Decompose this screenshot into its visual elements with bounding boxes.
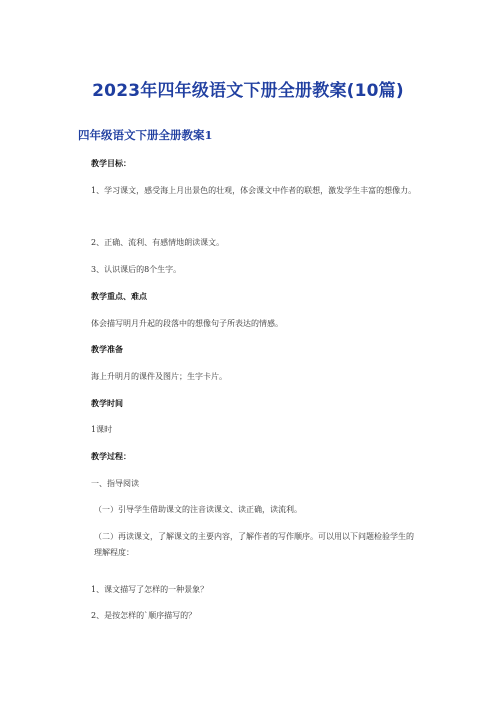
paragraph-step-1b: （二）再读课文，了解课文的主要内容，了解作者的写作顺序。可以用以下问题检验学生的理解程度： [94,532,414,557]
paragraph-time: 1课时 [91,425,113,434]
paragraph-question-2: 2、是按怎样的`顺序描写的？ [91,611,197,620]
paragraph-step-1: 一、指导阅读 [91,479,139,488]
section-title: 四年级语文下册全册教案1 [78,128,213,142]
heading-time: 教学时间 [91,399,123,408]
paragraph-step-1a: （一）引导学生借助课文的注音读课文、读正确，读流利。 [94,505,302,514]
paragraph-objective-1: 1、学习课文，感受海上月出景色的壮观，体会课文中作者的联想，激发学生丰富的想像力。 [91,186,417,195]
paragraph-objective-2: 2、正确、流利、有感情地朗读课文。 [91,238,225,247]
heading-key-points: 教学重点、难点 [91,292,147,301]
paragraph-question-1: 1、课文描写了怎样的一种景象？ [91,585,209,594]
paragraph-key-points: 体会描写明月升起的段落中的想像句子所表达的情感。 [91,319,283,328]
paragraph-preparation: 海上升明月的课件及图片；生字卡片。 [91,372,227,381]
heading-preparation: 教学准备 [91,345,123,354]
heading-objectives: 教学目标： [91,159,131,168]
document-title: 2023年四年级语文下册全册教案(10篇) [92,81,404,101]
paragraph-objective-3: 3、认识课后的8个生字。 [91,265,182,274]
heading-process: 教学过程： [91,452,131,461]
